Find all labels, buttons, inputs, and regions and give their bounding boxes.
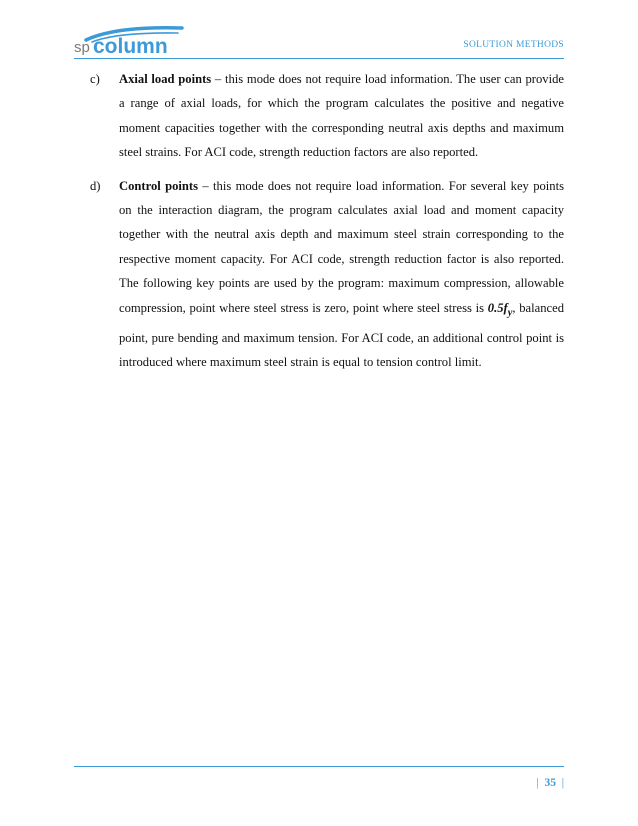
spcolumn-logo (74, 24, 186, 56)
list-item-axial-load-points (90, 67, 564, 165)
logo-graphic (74, 24, 186, 56)
footer-rule (74, 766, 564, 767)
page-number (536, 777, 564, 789)
math-subscript: y (507, 307, 513, 319)
list-item-control-points (90, 174, 564, 375)
page-bar-right: | (561, 777, 564, 789)
header-rule (74, 58, 564, 59)
item-text-after: , balanced point, pure bending and maximum tension. For ACI code, an additional control point is introduced where maximum steel strain is equal to tension control limit. (119, 300, 565, 369)
item-text: – this mode does not require load information. The user can provide a range of axial loads, for which the program calculates the positive and negative moment capacities together with the corresponding neutral axis depths and maximum steel strains. For ACI code, strength reduction factors are also reported. (119, 72, 564, 160)
math-expression (487, 300, 513, 319)
list-marker: c) (90, 72, 100, 86)
section-title: SOLUTION METHODS (463, 40, 564, 50)
svg-text:column: column (93, 35, 168, 56)
list-marker: d) (90, 178, 101, 193)
term-control-points: Control points (119, 178, 199, 193)
page-bar-left: | (536, 777, 539, 789)
math-base: 0.5f (487, 300, 508, 315)
page-number-value: 35 (544, 777, 556, 789)
svg-text:sp: sp (74, 39, 90, 56)
item-text-before: – this mode does not require load information. For several key points on the interaction diagram, the program calculates axial load and moment capacity together with the neutral axis depth and maximum steel strain corresponding to the respective moment capacity. For ACI code, strength reduction factor is also reported. The following key points are used by the program: maximum compression, allowable compression, point where steel stress is zero, point where steel stress is (119, 178, 565, 315)
document-body (90, 67, 564, 374)
term-axial-load-points: Axial load points (119, 72, 212, 86)
